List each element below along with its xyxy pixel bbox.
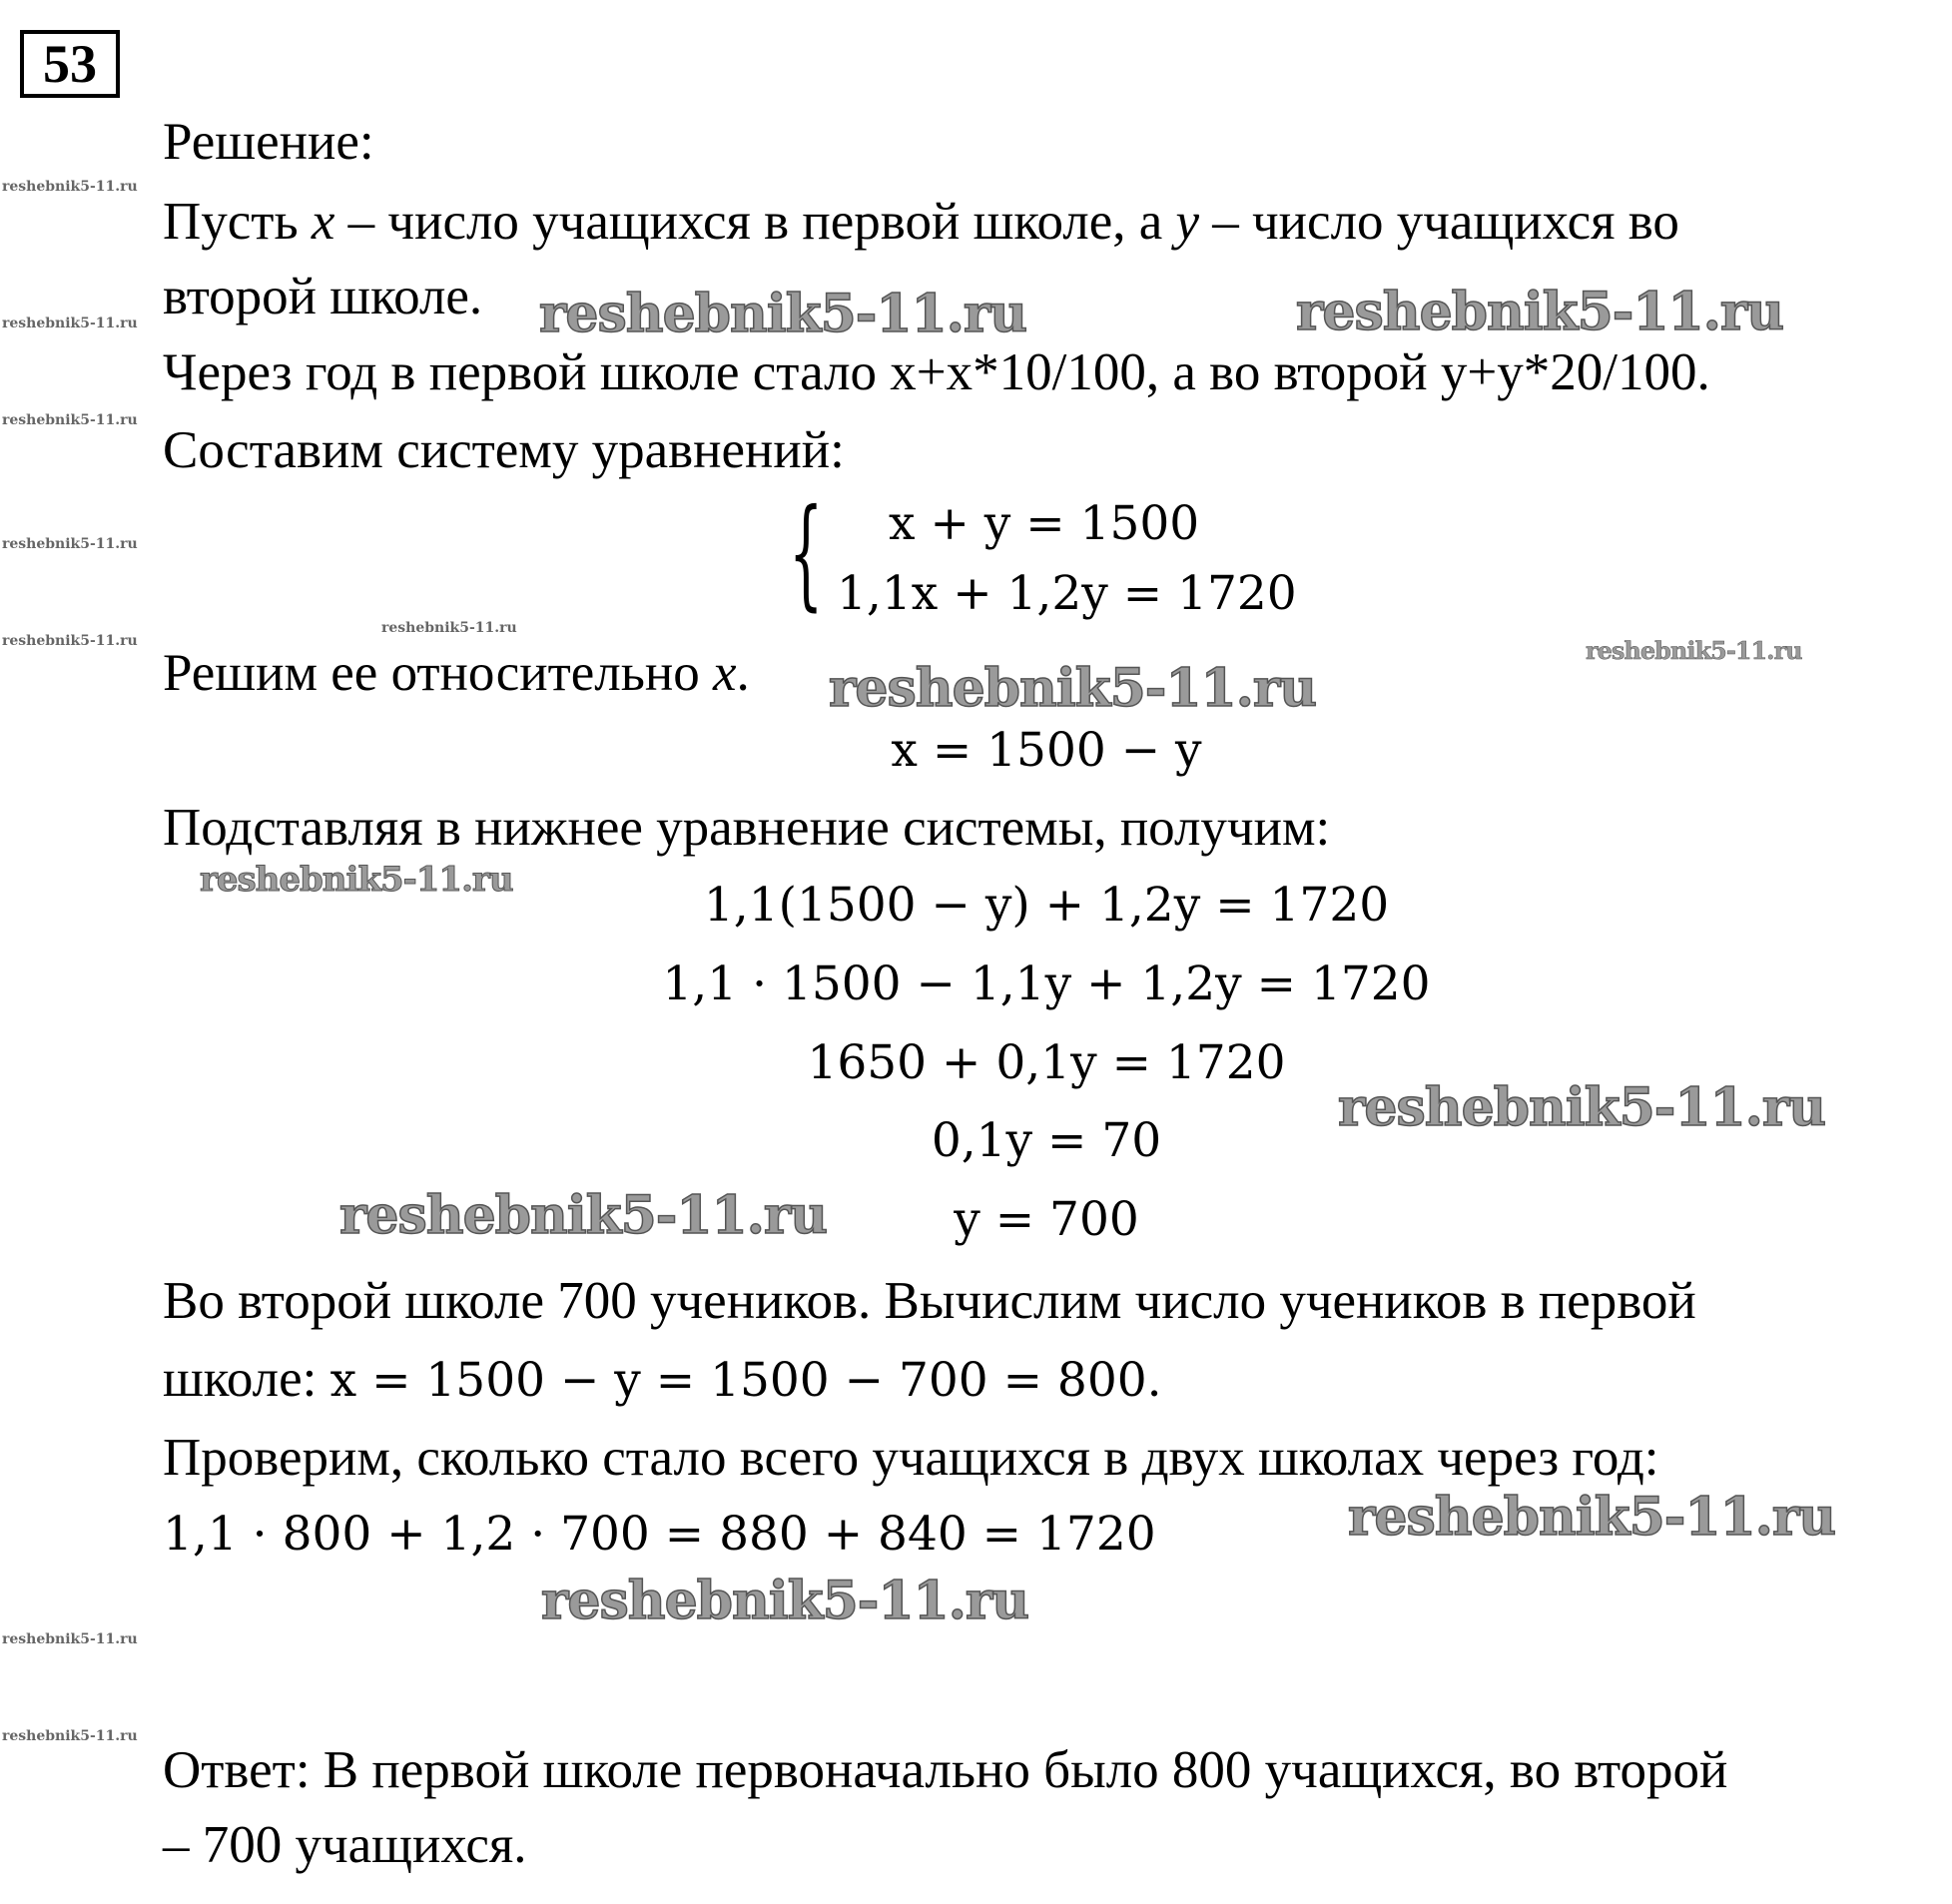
text-line (163, 643, 750, 703)
text-line: второй школе. (163, 268, 483, 325)
watermark: reshebnik5-11.ru (2, 179, 138, 195)
math-line: 1650 + 0,1y = 1720 (807, 1035, 1286, 1090)
watermark: reshebnik5-11.ru (200, 860, 513, 900)
watermark: reshebnik5-11.ru (1586, 636, 1802, 665)
text: – число учащихся во (1199, 193, 1679, 251)
equation-system (789, 484, 1348, 634)
watermark: reshebnik5-11.ru (2, 1728, 138, 1744)
text: школе: (163, 1350, 330, 1408)
watermark: reshebnik5-11.ru (339, 1185, 828, 1246)
watermark: reshebnik5-11.ru (2, 412, 138, 428)
math-line: 1,1 · 800 + 1,2 · 700 = 880 + 840 = 1720 (163, 1507, 1156, 1562)
var: x (311, 193, 335, 251)
math-line: 1,1(1500 − y) + 1,2y = 1720 (703, 878, 1390, 933)
var: y (1175, 193, 1200, 251)
text-line: Через год в первой школе стало x+x*10/100, а во второй y+y*20/100. (163, 343, 1710, 401)
text: Пусть (163, 193, 312, 251)
math-line: 1,1 · 1500 − 1,1y + 1,2y = 1720 (662, 956, 1431, 1011)
watermark: reshebnik5-11.ru (2, 633, 138, 649)
watermark: reshebnik5-11.ru (1338, 1077, 1826, 1138)
math-line: y = 700 (954, 1192, 1139, 1247)
text-line (163, 1349, 1162, 1411)
math: x = 1500 − y = 1500 − 700 = 800. (329, 1353, 1162, 1408)
text-line: Составим систему уравнений: (163, 421, 845, 479)
text-line: Проверим, сколько стало всего учащихся в двух школах через год: (163, 1429, 1659, 1487)
answer-line: Ответ: В первой школе первоначально было 800 учащихся, во второй (163, 1741, 1728, 1799)
text: Решим ее относительно (163, 644, 714, 702)
watermark: reshebnik5-11.ru (2, 536, 138, 552)
watermark: reshebnik5-11.ru (2, 1631, 138, 1647)
watermark: reshebnik5-11.ru (2, 316, 138, 331)
var: x (713, 644, 737, 702)
text-line (163, 192, 1679, 252)
text: . (736, 644, 750, 702)
math-line: x = 1500 − y (891, 723, 1202, 778)
watermark: reshebnik5-11.ru (541, 1571, 1029, 1631)
equation-1: x + y = 1500 (889, 496, 1200, 551)
text-line: Во второй школе 700 учеников. Вычислим число учеников в первой (163, 1272, 1696, 1330)
equation-2: 1,1x + 1,2y = 1720 (837, 566, 1297, 621)
watermark: reshebnik5-11.ru (1296, 282, 1784, 342)
watermark: reshebnik5-11.ru (829, 658, 1317, 719)
watermark: reshebnik5-11.ru (539, 284, 1027, 344)
math-line: 0,1y = 70 (931, 1113, 1162, 1168)
text-line: Подставляя в нижнее уравнение системы, получим: (163, 799, 1331, 857)
brace: { (789, 484, 824, 623)
problem-number: 53 (20, 30, 120, 98)
watermark: reshebnik5-11.ru (1348, 1487, 1836, 1548)
answer-line: – 700 учащихся. (163, 1816, 527, 1874)
watermark: reshebnik5-11.ru (381, 620, 517, 636)
solution-heading: Решение: (163, 113, 374, 171)
text: – число учащихся в первой школе, а (334, 193, 1176, 251)
